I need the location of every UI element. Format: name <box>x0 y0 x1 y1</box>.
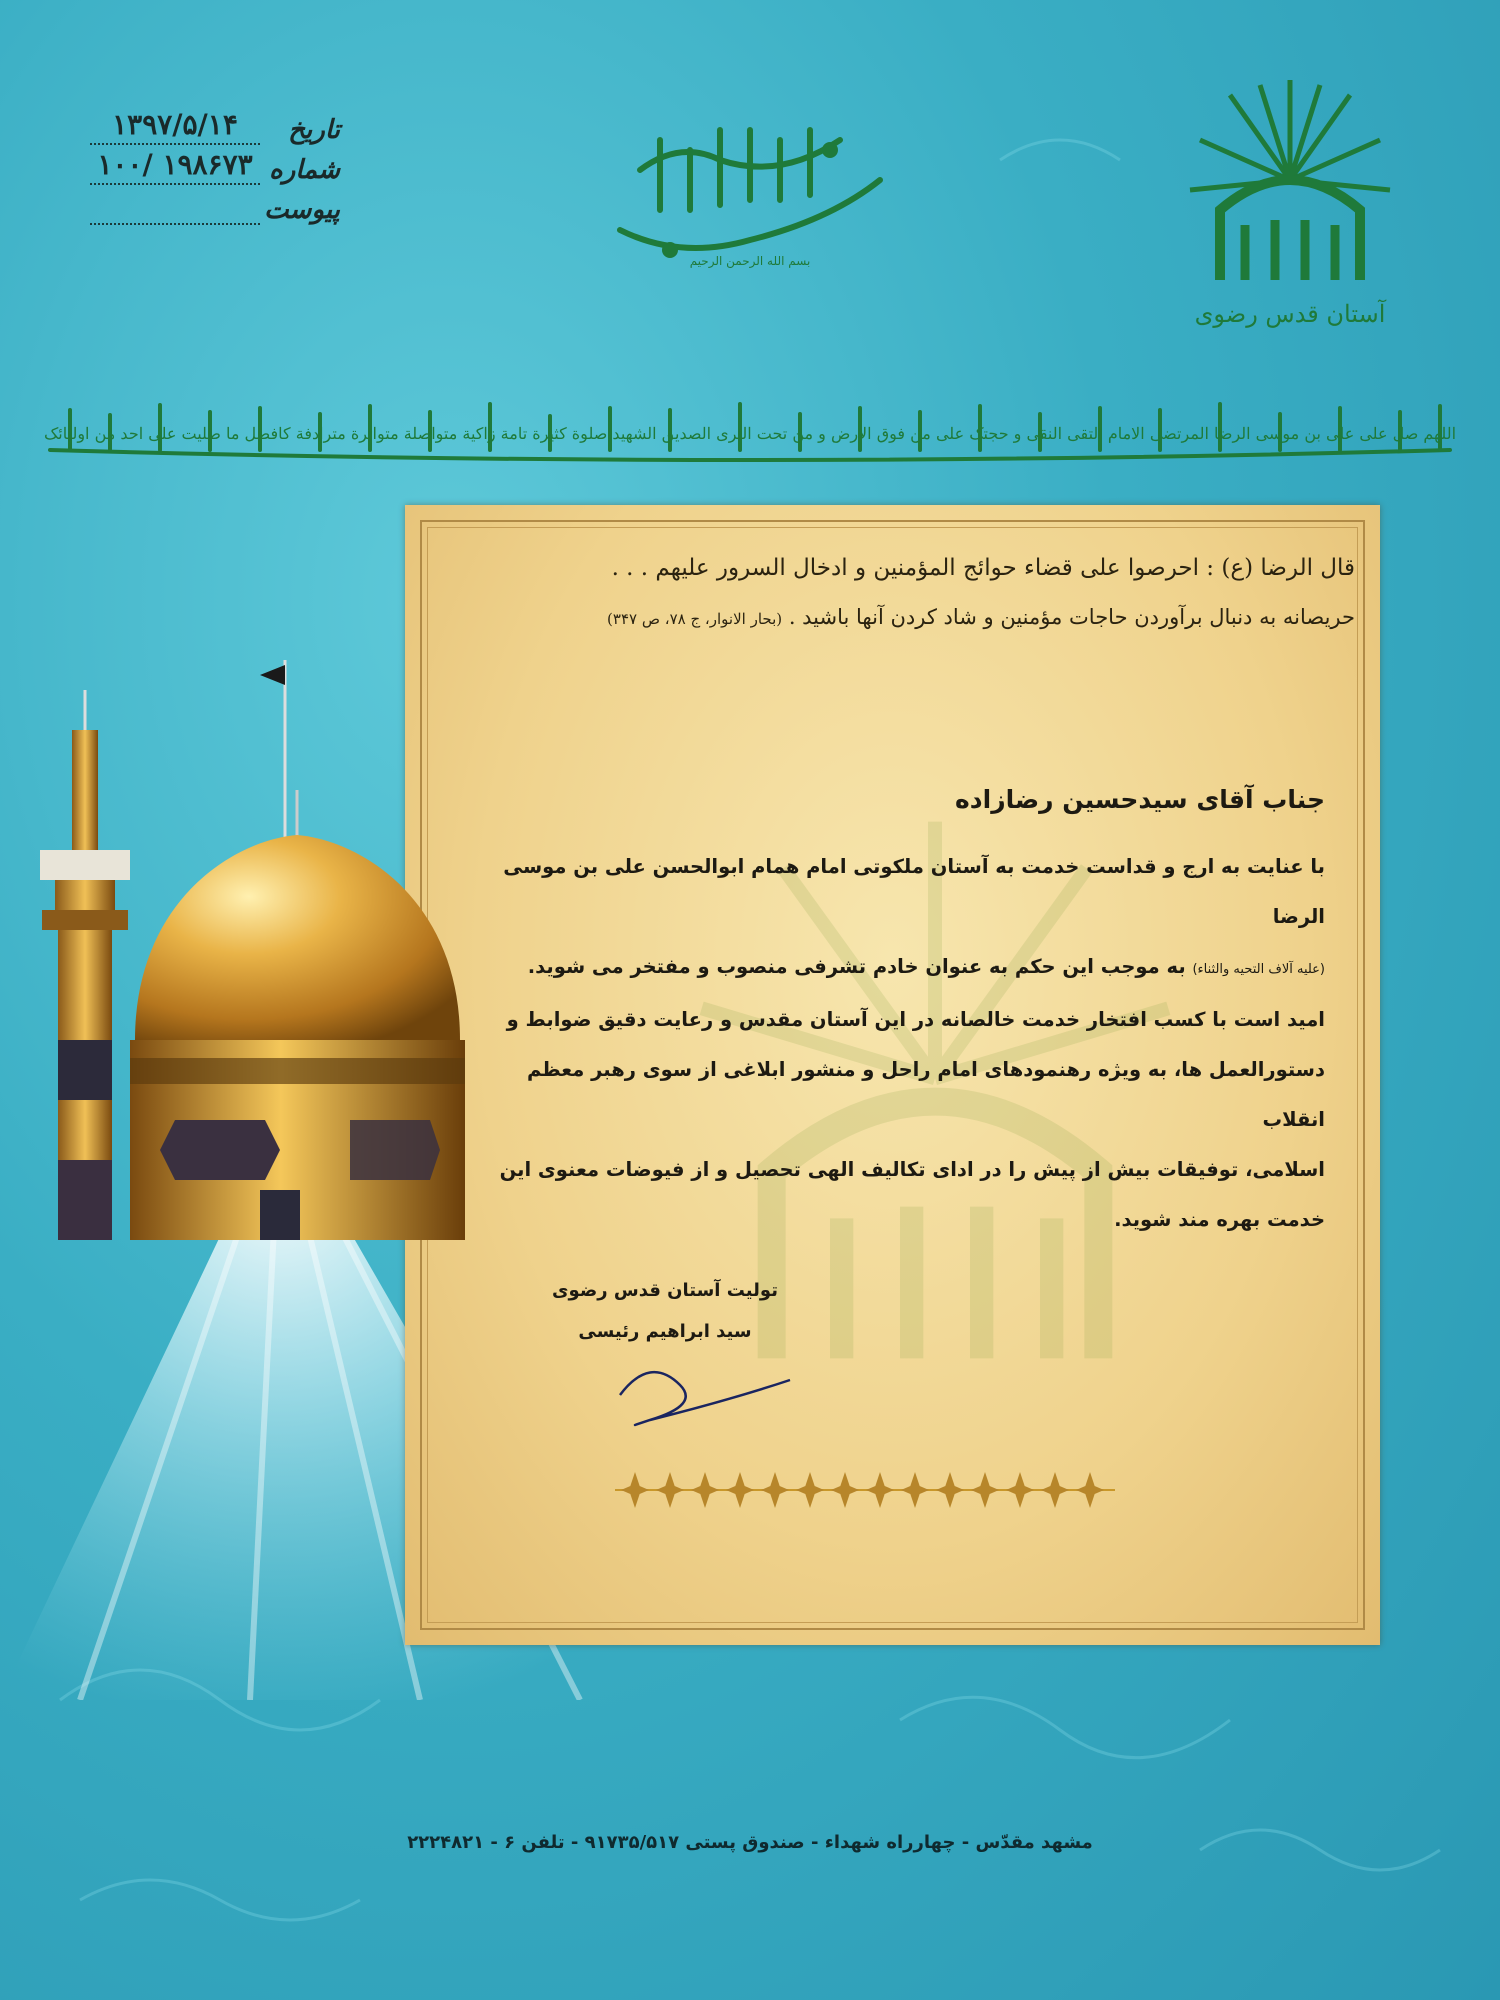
letter-line-5: اسلامی، توفیقات بیش از پیش را در ادای تکالیف الهی تحصیل و از فیوضات معنوی این <box>499 1158 1325 1181</box>
letter-line-3: امید است با کسب افتخار خدمت خالصانه در این آستان مقدس و رعایت دقیق ضوابط و <box>506 1008 1325 1031</box>
letter-meta <box>90 105 340 225</box>
hadith-source: (بحار الانوار، ج ۷۸، ص ۳۴۷) <box>607 610 783 628</box>
basmala-text: بسم الله الرحمن الرحیم <box>689 254 811 268</box>
letter-line-1: با عنایت به ارج و قداست خدمت به آستان ملکوتی امام همام ابوالحسن علی بن موسی الرضا <box>503 855 1325 928</box>
hadith-block <box>435 555 1355 645</box>
number-value: ۱۹۸۶۷۳ /۱۰۰ <box>90 148 260 185</box>
salawat-calligraphy-band <box>40 395 1460 465</box>
calligraphy-band-text: اللهم صل علی علی بن موسی الرضا المرتضی الامام التقی النقی و حجتک علی من فوق الارض و من تحت الثری الصدیق الشهید صلوة کثیرة تامة زاکیة متواصلة متواترة مترادفة کافضل ما صلیت علی احد من اولیائک <box>43 424 1457 443</box>
ornament-star-icon <box>621 1472 649 1508</box>
handwritten-signature <box>600 1340 800 1430</box>
ornament-star-icon <box>796 1472 824 1508</box>
letter-line-2-row <box>470 942 1325 995</box>
attachment-row <box>90 185 340 225</box>
ornament-star-icon <box>936 1472 964 1508</box>
ornament-star-icon <box>1006 1472 1034 1508</box>
ornament-star-icon <box>1076 1472 1104 1508</box>
signature-organization: تولیت آستان قدس رضوی <box>552 1280 778 1301</box>
ornament-star-icon <box>726 1472 754 1508</box>
date-value: ۱۳۹۷/۵/۱۴ <box>90 108 260 145</box>
letter-line-2: به موجب این حکم به عنوان خادم تشرفی منصوب و مفتخر می شوید. <box>527 955 1186 978</box>
letter-line-6: خدمت بهره مند شوید. <box>1114 1208 1325 1231</box>
ornament-star-icon <box>691 1472 719 1508</box>
astan-quds-emblem-icon <box>1170 60 1410 340</box>
letter-body <box>470 785 1325 1245</box>
signature-block <box>520 1280 810 1342</box>
date-row <box>90 105 340 145</box>
golden-dome-illustration <box>125 790 470 1245</box>
letter-line-4: دستورالعمل ها، به ویژه رهنمودهای امام راحل و منشور ابلاغی از سوی رهبر معظم انقلاب <box>527 1058 1325 1131</box>
calligraphy-band-art <box>40 395 1460 465</box>
emblem-caption: آستان قدس رضوی <box>1194 300 1386 328</box>
attachment-label: پیوست <box>264 195 340 225</box>
hadith-persian: حریصانه به دنبال برآوردن حاجات مؤمنین و شاد کردن آنها باشید . <box>788 605 1355 629</box>
footer-address: مشهد مقدّس - چهارراه شهداء - صندوق پستی ۹۱۷۳۵/۵۱۷ - تلفن ۶ - ۲۲۲۴۸۲۱ <box>407 1832 1093 1853</box>
number-row <box>90 145 340 185</box>
ornament-star-icon <box>761 1472 789 1508</box>
basmala-calligraphy <box>600 110 900 270</box>
attachment-value <box>90 221 260 225</box>
ornament-star-icon <box>656 1472 684 1508</box>
recipient-name: جناب آقای سیدحسین رضازاده <box>955 785 1325 814</box>
ornament-star-icon <box>901 1472 929 1508</box>
ornament-star-icon <box>1041 1472 1069 1508</box>
ornament-star-icon <box>866 1472 894 1508</box>
signature-name: سید ابراهیم رئیسی <box>578 1321 752 1342</box>
ornament-star-icon <box>971 1472 999 1508</box>
date-label: تاریخ <box>288 115 340 145</box>
ornament-border <box>615 1460 1115 1520</box>
minaret-illustration <box>30 690 140 1240</box>
blessing-text: (علیه آلاف التحیه والثناء) <box>1192 962 1325 977</box>
hadith-persian-line <box>435 605 1355 645</box>
number-label: شماره <box>269 155 340 185</box>
hadith-arabic: قال الرضا (ع) : احرصوا علی قضاء حوائج المؤمنین و ادخال السرور علیهم . . . <box>611 555 1355 581</box>
ornament-star-icon <box>831 1472 859 1508</box>
